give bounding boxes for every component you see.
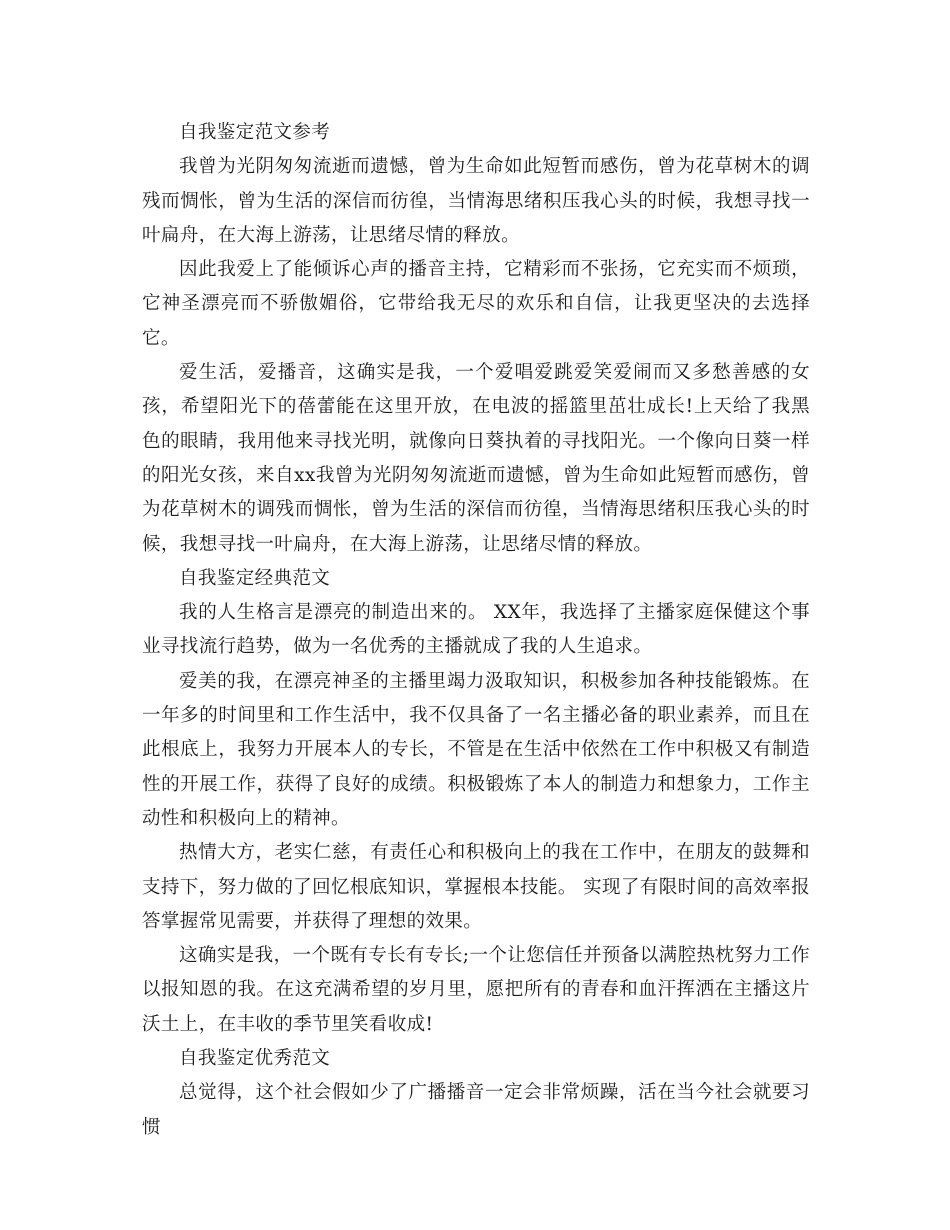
section-heading: 自我鉴定优秀范文 bbox=[179, 1048, 331, 1070]
paragraph: 我曾为光阴匆匆流逝而遗憾，曾为生命如此短暂而感伤，曾为花草树木的调残而惆怅，曾为生活的深信而彷徨，当情海思绪积压我心头的时候，我想寻找一叶扁舟，在大海上游荡，让思绪尽情的释放。 bbox=[142, 156, 810, 246]
paragraph: 总觉得，这个社会假如少了广播播音一定会非常烦躁，活在当今社会就要习惯 bbox=[142, 1082, 810, 1138]
document-body bbox=[142, 116, 810, 1145]
paragraph: 这确实是我，一个既有专长有专长;一个让您信任并预备以满腔热枕努力工作以报知恩的我。在这充满希望的岁月里，愿把所有的青春和血汗挥洒在主播这片沃土上，在丰收的季节里笑看收成! bbox=[142, 945, 810, 1035]
paragraph: 因此我爱上了能倾诉心声的播音主持，它精彩而不张扬，它充实而不烦琐，它神圣漂亮而不骄傲媚俗，它带给我无尽的欢乐和自信，让我更坚决的去选择它。 bbox=[142, 259, 810, 349]
paragraph: 爱美的我，在漂亮神圣的主播里竭力汲取知识，积极参加各种技能锻炼。在一年多的时间里和工作生活中，我不仅具备了一名主播必备的职业素养，而且在此根底上，我努力开展本人的专长，不管是在生活中依然在工作中积极又有制造性的开展工作，获得了良好的成绩。积极锻炼了本人的制造力和想象力，工作主动性和积极向上的精神。 bbox=[142, 670, 810, 829]
paragraph: 热情大方，老实仁慈，有责任心和积极向上的我在工作中，在朋友的鼓舞和支持下，努力做的了回忆根底知识，掌握根本技能。 实现了有限时间的高效率报答掌握常见需要，并获得了理想的效果。 bbox=[142, 842, 810, 932]
paragraph: 我的人生格言是漂亮的制造出来的。 XX年，我选择了主播家庭保健这个事业寻找流行趋势，做为一名优秀的主播就成了我的人生追求。 bbox=[142, 602, 810, 658]
section-heading: 自我鉴定经典范文 bbox=[179, 567, 331, 589]
section-heading: 自我鉴定范文参考 bbox=[179, 122, 331, 143]
paragraph: 爱生活，爱播音，这确实是我，一个爱唱爱跳爱笑爱闹而又多愁善感的女孩，希望阳光下的蓓蕾能在这里开放，在电波的摇篮里茁壮成长!上天给了我黑色的眼睛，我用他来寻找光明，就像向日葵执着的寻找阳光。一个像向日葵一样的阳光女孩，来自xx我曾为光阴匆匆流逝而遗憾，曾为生命如此短暂而感伤，曾为花草树木的调残而惆怅，曾为生活的深信而彷徨，当情海思绪积压我心头的时候，我想寻找一叶扁舟，在大海上游荡，让思绪尽情的释放。 bbox=[142, 362, 810, 555]
